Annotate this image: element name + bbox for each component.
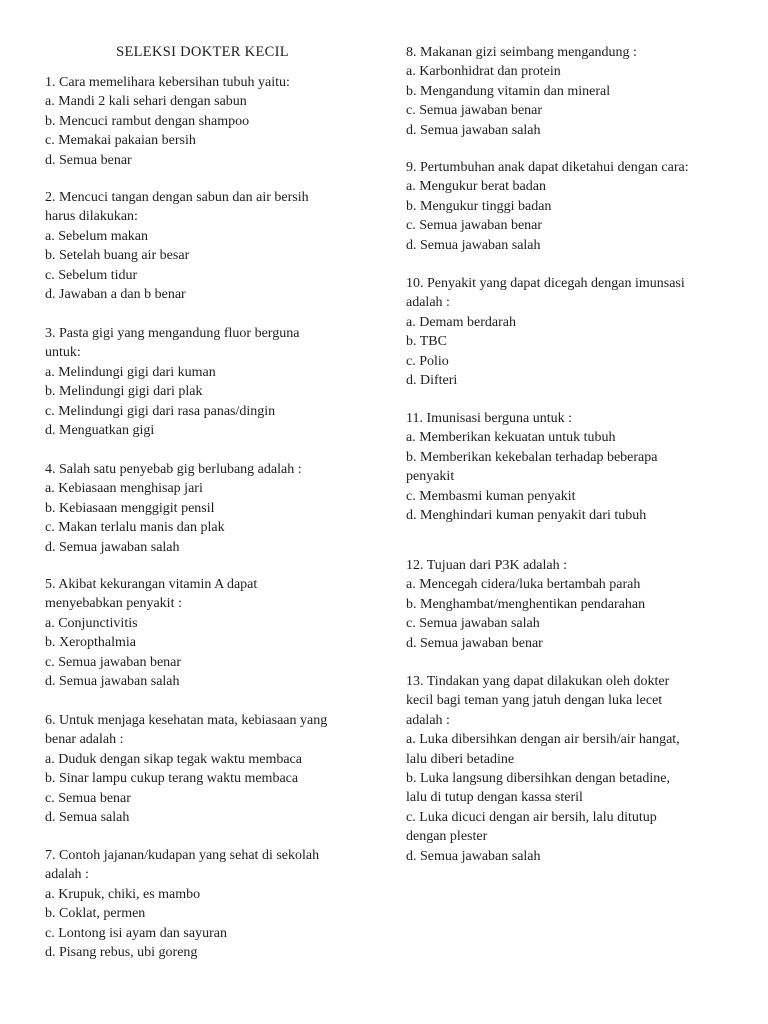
answer-option: b. Melindungi gigi dari plak [45, 384, 203, 400]
question-text: 9. Pertumbuhan anak dapat diketahui dengan cara: [406, 160, 689, 175]
question-text: adalah : [45, 867, 89, 883]
question-13 [406, 672, 736, 866]
answer-option: d. Semua jawaban salah [406, 122, 541, 138]
answer-option: b. Menghambat/menghentikan pendarahan [406, 596, 646, 612]
answer-option: b. Luka langsung dibersihkan dengan betadine, [406, 771, 670, 787]
answer-option: c. Lontong isi ayam dan sayuran [45, 925, 227, 941]
question-text: 4. Salah satu penyebab gig berlubang adalah : [45, 462, 302, 477]
answer-option: b. Setelah buang air besar [45, 248, 190, 264]
question-12 [406, 556, 736, 653]
question-5 [45, 575, 365, 691]
answer-option: d. Semua benar [45, 152, 132, 168]
answer-option: b. Kebiasaan menggigit pensil [45, 500, 215, 516]
answer-option: b. Xeropthalmia [45, 635, 136, 651]
question-text: 5. Akibat kekurangan vitamin A dapat [45, 577, 258, 592]
answer-option: a. Mengukur berat badan [406, 179, 546, 195]
answer-option: d. Difteri [406, 373, 458, 389]
answer-option: c. Polio [406, 353, 449, 369]
answer-option: dengan plester [406, 829, 488, 845]
answer-option: c. Semua benar [45, 790, 131, 806]
question-4 [45, 460, 365, 557]
answer-option: a. Duduk dengan sikap tegak waktu membaca [45, 751, 302, 767]
answer-option: a. Mencegah cidera/luka bertambah parah [406, 577, 641, 593]
answer-option: d. Jawaban a dan b benar [45, 287, 186, 303]
answer-option: lalu di tutup dengan kassa steril [406, 790, 583, 806]
answer-option: c. Sebelum tidur [45, 267, 138, 283]
question-6 [45, 711, 365, 827]
answer-option: a. Sebelum makan [45, 228, 149, 244]
answer-option: a. Melindungi gigi dari kuman [45, 364, 216, 380]
answer-option: c. Melindungi gigi dari rasa panas/dingin [45, 403, 276, 419]
answer-option: a. Kebiasaan menghisap jari [45, 481, 203, 497]
answer-option: c. Makan terlalu manis dan plak [45, 520, 225, 536]
question-7 [45, 846, 365, 962]
answer-option: d. Menguatkan gigi [45, 423, 155, 439]
question-text: harus dilakukan: [45, 209, 138, 225]
answer-option: b. Coklat, permen [45, 906, 146, 922]
answer-option: c. Semua jawaban benar [406, 103, 543, 119]
question-2 [45, 188, 365, 304]
answer-option: d. Semua jawaban salah [45, 674, 180, 690]
answer-option: d. Pisang rebus, ubi goreng [45, 945, 198, 961]
answer-option: d. Semua jawaban salah [406, 848, 541, 864]
answer-option: a. Karbonhidrat dan protein [406, 64, 561, 80]
answer-option: b. TBC [406, 334, 447, 350]
question-text: menyebabkan penyakit : [45, 596, 182, 612]
question-text: 10. Penyakit yang dapat dicegah dengan imunsasi [406, 276, 685, 291]
answer-option: c. Memakai pakaian bersih [45, 133, 196, 149]
question-1 [45, 73, 365, 170]
question-text: 8. Makanan gizi seimbang mengandung : [406, 45, 637, 60]
question-text: adalah : [406, 712, 450, 728]
question-text: adalah : [406, 295, 450, 311]
answer-option: b. Sinar lampu cukup terang waktu membaca [45, 771, 299, 787]
question-8 [406, 43, 736, 140]
answer-option: d. Menghindari kuman penyakit dari tubuh [406, 508, 647, 524]
answer-option: b. Mengukur tinggi badan [406, 198, 552, 214]
answer-option: c. Semua jawaban benar [406, 218, 543, 234]
answer-option: b. Mengandung vitamin dan mineral [406, 83, 611, 99]
answer-option: c. Semua jawaban salah [406, 616, 540, 632]
question-text: 2. Mencuci tangan dengan sabun dan air bersih [45, 190, 309, 205]
question-text: 7. Contoh jajanan/kudapan yang sehat di sekolah [45, 848, 320, 863]
question-text: kecil bagi teman yang jatuh dengan luka lecet [406, 693, 663, 709]
question-text: 12. Tujuan dari P3K adalah : [406, 558, 567, 573]
question-11 [406, 409, 736, 525]
answer-option: a. Memberikan kekuatan untuk tubuh [406, 430, 616, 446]
answer-option: d. Semua jawaban salah [45, 539, 180, 555]
answer-option: penyakit [406, 469, 455, 485]
answer-option: d. Semua jawaban benar [406, 635, 543, 651]
answer-option: a. Demam berdarah [406, 314, 516, 330]
answer-option: c. Semua jawaban benar [45, 654, 182, 670]
answer-option: a. Luka dibersihkan dengan air bersih/air hangat, [406, 732, 680, 748]
answer-option: d. Semua jawaban salah [406, 237, 541, 253]
question-text: 11. Imunisasi berguna untuk : [406, 411, 573, 426]
question-text: 3. Pasta gigi yang mengandung fluor berguna [45, 326, 300, 341]
question-text: 13. Tindakan yang dapat dilakukan oleh dokter [406, 674, 670, 689]
question-text: benar adalah : [45, 732, 124, 748]
answer-option: b. Mencuci rambut dengan shampoo [45, 113, 250, 129]
answer-option: c. Membasmi kuman penyakit [406, 488, 576, 504]
question-text: 1. Cara memelihara kebersihan tubuh yaitu: [45, 75, 290, 90]
answer-option: d. Semua salah [45, 810, 130, 826]
answer-option: c. Luka dicuci dengan air bersih, lalu ditutup [406, 809, 657, 825]
answer-option: a. Mandi 2 kali sehari dengan sabun [45, 94, 247, 110]
answer-option: a. Krupuk, chiki, es mambo [45, 886, 201, 902]
answer-option: a. Conjunctivitis [45, 615, 138, 631]
question-10 [406, 274, 736, 390]
question-9 [406, 158, 736, 255]
page-title: SELEKSI DOKTER KECIL [116, 44, 289, 60]
answer-option: b. Memberikan kekebalan terhadap beberapa [406, 449, 658, 465]
question-text: untuk: [45, 345, 81, 361]
answer-option: lalu diberi betadine [406, 751, 515, 767]
question-3 [45, 324, 365, 440]
question-text: 6. Untuk menjaga kesehatan mata, kebiasaan yang [45, 713, 328, 728]
